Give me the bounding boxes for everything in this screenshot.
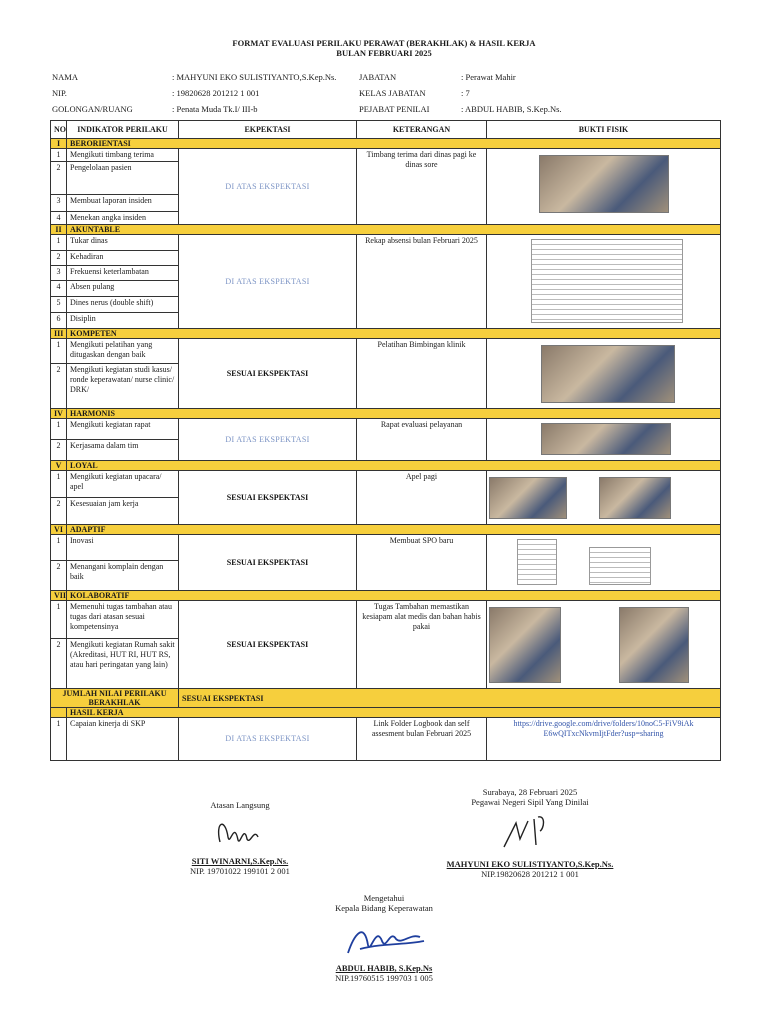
ekspektasi-value: DI ATAS EKSPEKTASI [179, 718, 357, 761]
atasan-nip: NIP. 19701022 199101 2 001 [190, 866, 290, 876]
signature-kepala [284, 893, 484, 983]
employee-info [52, 72, 732, 120]
pejabat-label: PEJABAT PENILAI [359, 104, 430, 114]
col-indikator: INDIKATOR PERILAKU [67, 121, 179, 139]
section-header-kompeten: III KOMPETEN [51, 329, 721, 339]
atasan-role: Atasan Langsung [210, 800, 270, 810]
ekspektasi-value: SESUAI EKSPEKTASI [179, 471, 357, 525]
table-row: 1 Inovasi SESUAI EKSPEKTASI Membuat SPO baru [51, 535, 721, 561]
ekspektasi-value: SESUAI EKSPEKTASI [179, 601, 357, 689]
jabatan-value: : Perawat Mahir [461, 72, 516, 82]
keterangan-value: Timbang terima dari dinas pagi ke dinas sore [357, 149, 487, 225]
table-row: 2 Pengelolaan pasien [51, 162, 721, 195]
section-header-berorientasi: I BERORIENTASI [51, 139, 721, 149]
ekspektasi-value: SESUAI EKSPEKTASI [179, 339, 357, 409]
golongan-value: : Penata Muda Tk.I/ III-b [172, 104, 258, 114]
section-header-loyal: V LOYAL [51, 461, 721, 471]
table-row: 2 Menangani komplain dengan baik [51, 560, 721, 590]
total-value: SESUAI EKSPEKTASI [179, 689, 721, 708]
evaluation-table [50, 120, 721, 761]
bukti-document [487, 235, 721, 329]
bukti-photo [487, 419, 721, 461]
table-row: 2 Mengikuti kegiatan Rumah sakit (Akreditasi, HUT RI, HUT RS, atau hari peringatan yang lain) [51, 638, 721, 688]
table-row: 1 Mengikuti kegiatan upacara/ apel SESUAI EKSPEKTASI Apel pagi [51, 471, 721, 498]
table-row: 5 Dines nerus (double shift) [51, 297, 721, 313]
nama-label: NAMA [52, 72, 78, 82]
signature-mark-icon [200, 812, 280, 852]
bukti-document [487, 535, 721, 591]
bukti-photo [487, 601, 721, 689]
table-row: 2 Kerjasama dalam tim [51, 440, 721, 461]
kepala-nip: NIP.19760515 199703 1 005 [335, 973, 433, 983]
section-header-kolaboratif: VII KOLABORATIF [51, 591, 721, 601]
signature-mark-icon [324, 915, 444, 959]
col-keterangan: KETERANGAN [357, 121, 487, 139]
pegawai-date: Surabaya, 28 Februari 2025 [482, 787, 578, 797]
table-row: 3 Membuat laporan insiden [51, 195, 721, 212]
kelas-value: : 7 [461, 88, 470, 98]
keterangan-value: Rekap absensi bulan Februari 2025 [357, 235, 487, 329]
ekspektasi-value: DI ATAS EKSPEKTASI [179, 149, 357, 225]
section-header-harmonis: IV HARMONIS [51, 409, 721, 419]
section-header-akuntable: II AKUNTABLE [51, 225, 721, 235]
col-bukti: BUKTI FISIK [487, 121, 721, 139]
section-header-adaptif: VI ADAPTIF [51, 525, 721, 535]
table-row: 1 Mengikuti kegiatan rapat DI ATAS EKSPEKTASI Rapat evaluasi pelayanan [51, 419, 721, 440]
table-row: 3 Frekuensi keterlambatan [51, 266, 721, 281]
hasil-kerja-header: HASIL KERJA [51, 708, 721, 718]
table-row: 1 Tukar dinas DI ATAS EKSPEKTASI Rekap absensi bulan Februari 2025 [51, 235, 721, 251]
drive-link[interactable]: https://drive.google.com/drive/folders/10noC5-FiV9iAkE6wQITxcNkvmIjtFder?usp=sharing [487, 718, 721, 761]
bukti-photo [487, 149, 721, 225]
bukti-photo [487, 471, 721, 525]
keterangan-value: Membuat SPO baru [357, 535, 487, 591]
pegawai-nip: NIP.19820628 201212 1 001 [481, 869, 579, 879]
nip-label: NIP. [52, 88, 67, 98]
table-row: 1 Capaian kinerja di SKP DI ATAS EKSPEKTASI Link Folder Logbook dan self assesment bulan Februari 2025 https://drive.google.com/drive/folders/10noC5-FiV9iAkE6wQITxcNkvmIjtFder?usp=sharing [51, 718, 721, 761]
pegawai-name: MAHYUNI EKO SULISTIYANTO,S.Kep.Ns. [446, 859, 614, 869]
pejabat-value: : ABDUL HABIB, S.Kep.Ns. [461, 104, 562, 114]
ekspektasi-value: SESUAI EKSPEKTASI [179, 535, 357, 591]
total-row [51, 689, 721, 708]
table-row: 2 Kesesuaian jam kerja [51, 498, 721, 525]
col-no: NO [51, 121, 67, 139]
keterangan-value: Rapat evaluasi pelayanan [357, 419, 487, 461]
table-row: 4 Menekan angka insiden [51, 212, 721, 225]
golongan-label: GOLONGAN/RUANG [52, 104, 133, 114]
table-header [51, 121, 721, 139]
title-line-1: FORMAT EVALUASI PERILAKU PERAWAT (BERAKHLAK) & HASIL KERJA [232, 38, 536, 48]
table-row: 1 Mengikuti pelatihan yang ditugaskan dengan baik SESUAI EKSPEKTASI Pelatihan Bimbingan klinik [51, 339, 721, 364]
jabatan-label: JABATAN [359, 72, 397, 82]
kelas-label: KELAS JABATAN [359, 88, 426, 98]
signature-pegawai [420, 787, 640, 879]
keterangan-value: Link Folder Logbook dan self assesment bulan Februari 2025 [357, 718, 487, 761]
signature-mark-icon [490, 809, 570, 855]
table-row: 1 Mengikuti timbang terima DI ATAS EKSPEKTASI Timbang terima dari dinas pagi ke dinas sore [51, 149, 721, 162]
ekspektasi-value: DI ATAS EKSPEKTASI [179, 235, 357, 329]
nama-value: : MAHYUNI EKO SULISTIYANTO,S.Kep.Ns. [172, 72, 337, 82]
kepala-line-2: Kepala Bidang Keperawatan [335, 903, 433, 913]
total-label: JUMLAH NILAI PERILAKU BERAKHLAK [51, 689, 179, 708]
keterangan-value: Tugas Tambahan memastikan kesiapam alat medis dan bahan habis pakai [357, 601, 487, 689]
kepala-name: ABDUL HABIB, S.Kep.Ns [335, 963, 433, 973]
title-line-2: BULAN FEBRUARI 2025 [336, 48, 432, 58]
keterangan-value: Apel pagi [357, 471, 487, 525]
kepala-line-1: Mengetahui [363, 893, 405, 903]
signature-atasan [140, 800, 340, 876]
table-row: 2 Mengikuti kegiatan studi kasus/ ronde keperawatan/ nurse clinic/ DRK/ [51, 364, 721, 409]
nip-value: : 19820628 201212 1 001 [172, 88, 260, 98]
keterangan-value: Pelatihan Bimbingan klinik [357, 339, 487, 409]
table-row: 4 Absen pulang [51, 281, 721, 297]
atasan-name: SITI WINARNI,S.Kep.Ns. [191, 856, 289, 866]
document-title [0, 38, 768, 58]
pegawai-role: Pegawai Negeri Sipil Yang Dinilai [471, 797, 589, 807]
table-row: 1 Memenuhi tugas tambahan atau tugas dari atasan sesuai kompetensinya SESUAI EKSPEKTASI Tugas Tambahan memastikan kesiapam alat medis dan bahan habis pakai [51, 601, 721, 639]
table-row: 2 Kehadiran [51, 251, 721, 266]
table-row: 6 Disiplin [51, 313, 721, 329]
bukti-photo [487, 339, 721, 409]
ekspektasi-value: DI ATAS EKSPEKTASI [179, 419, 357, 461]
col-ekspektasi: EKPEKTASI [179, 121, 357, 139]
